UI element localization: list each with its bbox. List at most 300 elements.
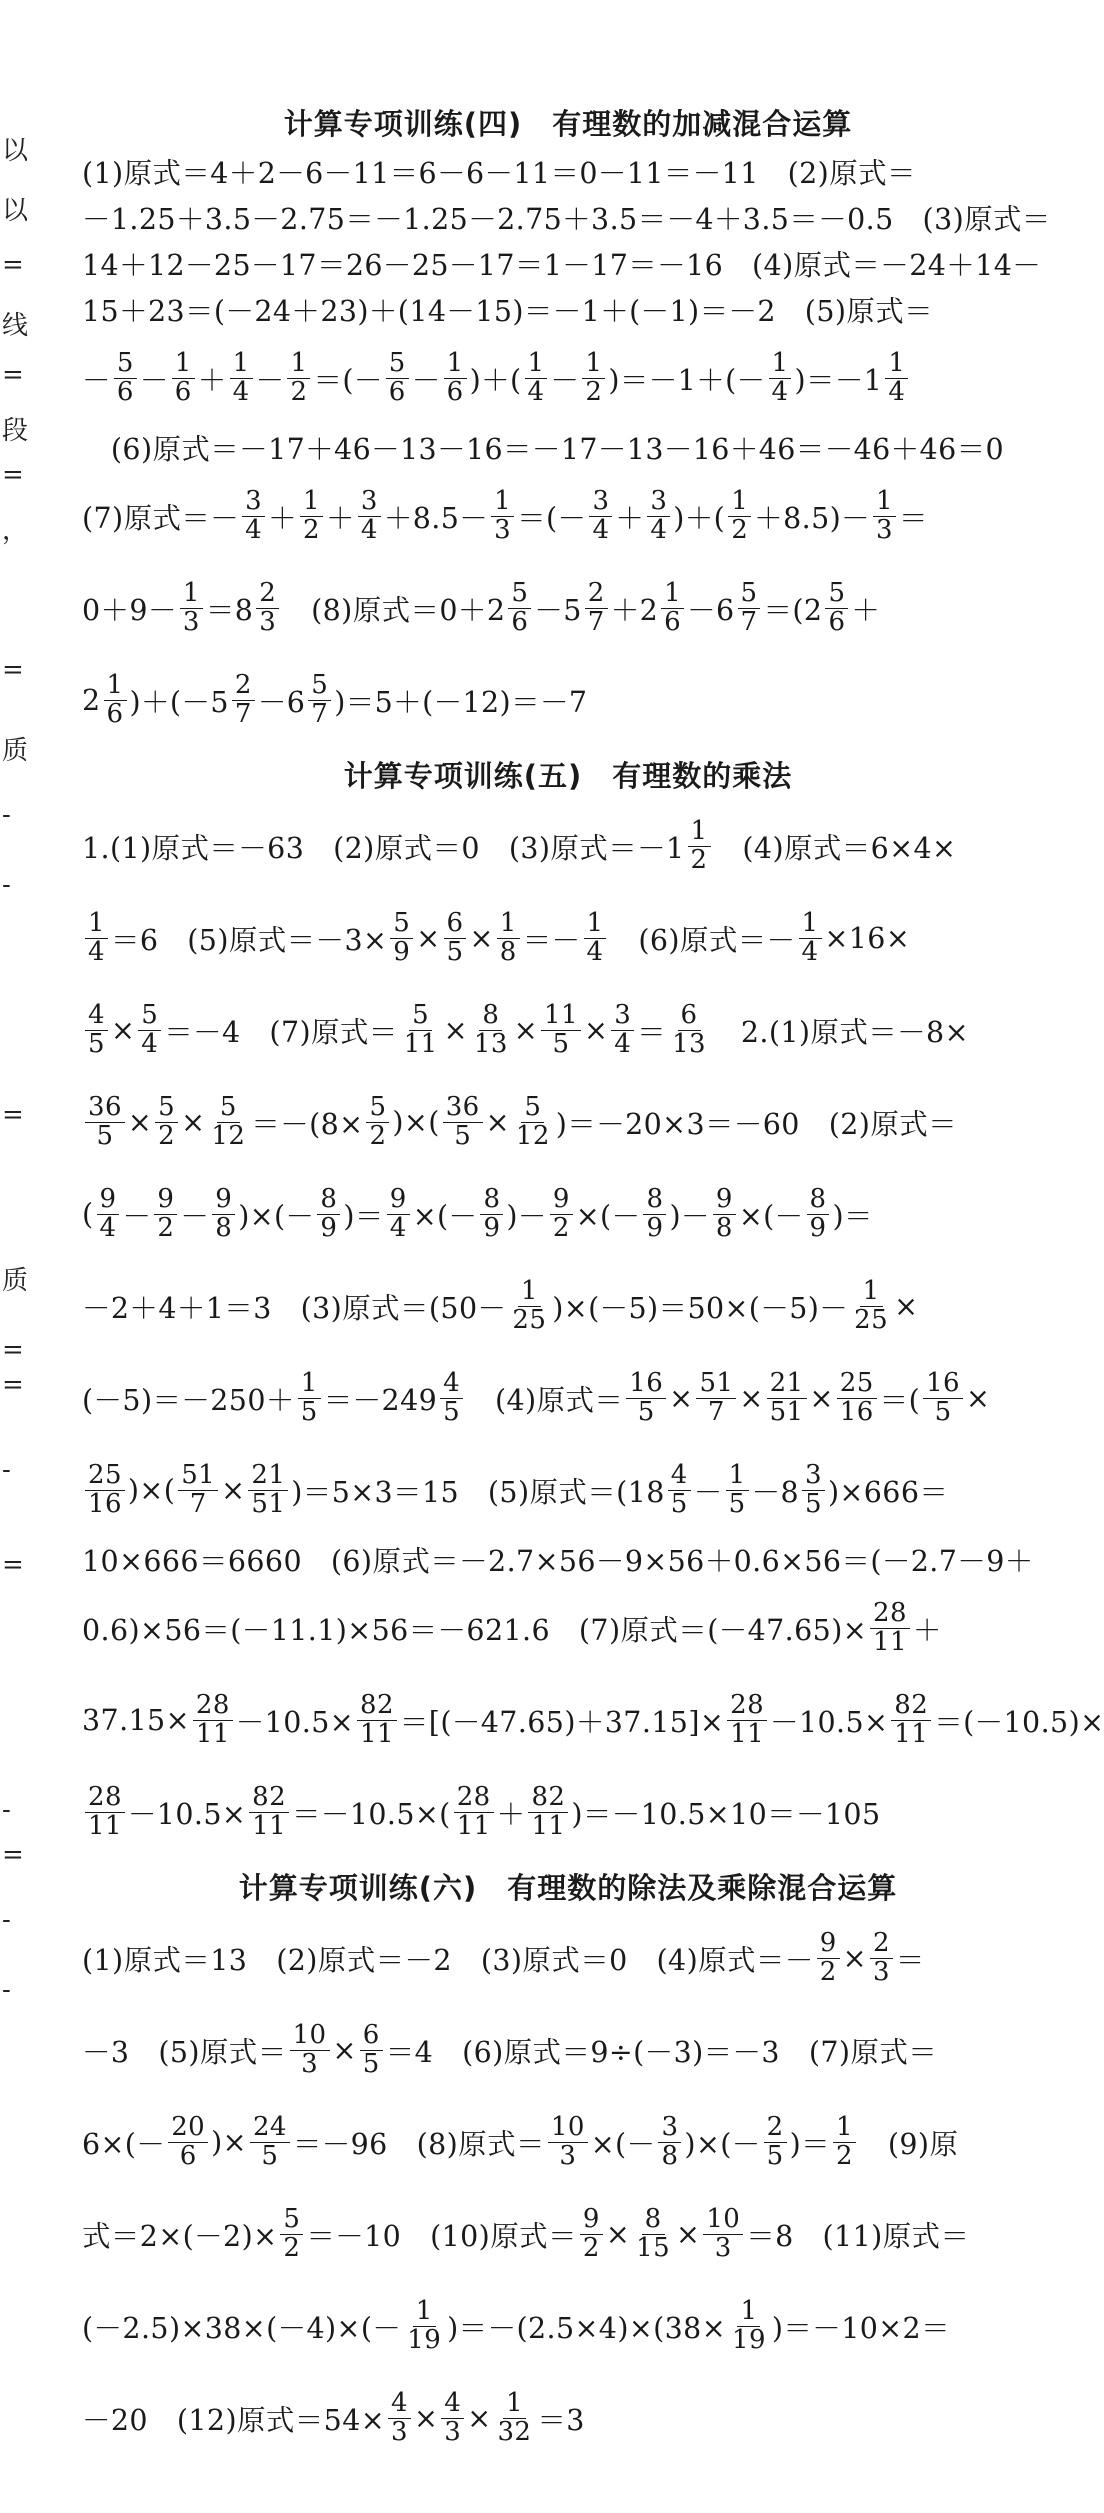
- answer-text: (1)原式＝4＋2－6－11＝6－6－11＝0－11＝－11 (2)原式＝: [82, 156, 916, 190]
- fraction: [388, 2390, 411, 2446]
- answer-text: )×: [211, 2125, 247, 2159]
- fraction-denominator: 7: [587, 606, 605, 637]
- answer-line: [82, 892, 1054, 984]
- fraction-numerator: 1: [503, 2390, 526, 2418]
- fraction-denominator: 7: [311, 698, 329, 729]
- answer-text: )＋(: [673, 501, 726, 535]
- fraction: [837, 1370, 877, 1426]
- answer-line: [82, 1766, 1054, 1858]
- answer-text: ＝3: [537, 2403, 585, 2437]
- answer-text: －10.5×: [235, 1705, 355, 1739]
- fraction: [696, 1370, 736, 1426]
- fraction-denominator: 5: [362, 2048, 380, 2079]
- fraction: [85, 1784, 125, 1840]
- fraction-numerator: 1: [860, 1278, 883, 1306]
- answer-text: ＝－4 (7)原式＝: [164, 1015, 398, 1049]
- answer-text: －: [122, 1199, 152, 1233]
- fraction-numerator: 3: [358, 488, 381, 516]
- fraction-numerator: 5: [366, 1094, 389, 1122]
- fraction-denominator: 11: [730, 1718, 765, 1749]
- fraction: [643, 1186, 666, 1242]
- margin-mark: 线: [2, 311, 29, 341]
- fraction-denominator: 5: [552, 1028, 570, 1059]
- answer-text: ×(－: [738, 1199, 804, 1233]
- fraction: [287, 350, 310, 406]
- fraction-numerator: 3: [802, 1462, 825, 1490]
- fraction-numerator: 82: [528, 1784, 568, 1812]
- answer-text: －10.5×: [127, 1797, 247, 1831]
- answer-text: 式＝2×(－2)×: [82, 2219, 278, 2253]
- answer-text: ×: [416, 921, 441, 955]
- fraction: [626, 1370, 666, 1426]
- fraction: [387, 1186, 410, 1242]
- answer-text: ＝(2: [763, 593, 823, 627]
- fraction: [366, 1094, 389, 1150]
- answer-text: ＝: [898, 501, 928, 535]
- fraction-numerator: 5: [114, 350, 137, 378]
- fraction: [513, 1094, 553, 1150]
- fraction: [290, 2022, 330, 2078]
- fraction-numerator: 8: [642, 2206, 665, 2234]
- answer-text: 0＋9－: [82, 593, 177, 627]
- answer-text: ×(－: [590, 2127, 656, 2161]
- fraction-denominator: 4: [650, 514, 668, 545]
- fraction-denominator: 5: [261, 2140, 279, 2171]
- answer-text: ×: [110, 1013, 136, 1047]
- fraction-numerator: 5: [308, 672, 331, 700]
- fraction: [440, 1370, 463, 1426]
- fraction: [728, 488, 751, 544]
- fraction: [647, 488, 670, 544]
- fraction: [298, 1370, 321, 1426]
- fraction-numerator: 9: [212, 1186, 235, 1214]
- fraction: [528, 1784, 568, 1840]
- fraction-numerator: 1: [799, 910, 822, 938]
- fraction: [923, 1370, 963, 1426]
- margin-mark: -: [2, 1455, 11, 1485]
- fraction-denominator: 5: [728, 1488, 746, 1519]
- answer-text: －5: [534, 593, 582, 627]
- answer-text: －: [693, 1475, 723, 1509]
- fraction: [358, 488, 381, 544]
- fraction: [97, 1186, 120, 1242]
- fraction-numerator: 1: [287, 350, 310, 378]
- fraction-denominator: 8: [661, 2140, 679, 2171]
- fraction-numerator: 1: [413, 2298, 436, 2326]
- fraction-denominator: 6: [446, 376, 464, 407]
- fraction: [727, 1692, 767, 1748]
- fraction: [738, 580, 761, 636]
- fraction: [873, 488, 896, 544]
- fraction: [317, 1186, 340, 1242]
- margin-mark: -: [2, 870, 11, 900]
- margin-mark: -: [2, 800, 11, 830]
- fraction-denominator: 12: [515, 1120, 550, 1151]
- section-title: 计算专项训练(五) 有理数的乘法: [343, 759, 793, 793]
- answer-text: －: [550, 363, 580, 397]
- answer-text: )×(－: [238, 1199, 315, 1233]
- answer-text: －8: [751, 1475, 800, 1509]
- fraction-denominator: 3: [876, 514, 893, 545]
- fraction-numerator: 28: [870, 1600, 910, 1628]
- fraction: [885, 350, 908, 406]
- fraction: [168, 2114, 208, 2170]
- fraction: [541, 1002, 581, 1058]
- fraction-denominator: 3: [182, 606, 200, 637]
- answer-text: ×: [443, 1013, 468, 1047]
- fraction-denominator: 11: [195, 1718, 230, 1749]
- fraction-denominator: 16: [839, 1396, 874, 1427]
- answer-text: )＝－1: [794, 363, 883, 397]
- fraction-denominator: 5: [934, 1396, 952, 1427]
- fraction-denominator: 7: [707, 1396, 725, 1427]
- fraction-numerator: 3: [242, 488, 265, 516]
- fraction-numerator: 8: [807, 1186, 830, 1214]
- fraction-numerator: 8: [479, 1002, 502, 1030]
- answer-text: －: [82, 363, 111, 397]
- answer-text: )＝－(2.5×4)×(38×: [447, 2311, 726, 2345]
- fraction-numerator: 28: [85, 1784, 125, 1812]
- fraction: [611, 1002, 634, 1058]
- answer-text: ＋: [851, 593, 881, 627]
- fraction-numerator: 3: [647, 488, 670, 516]
- fraction-denominator: 11: [873, 1626, 907, 1657]
- fraction-denominator: 51: [769, 1396, 804, 1427]
- fraction-denominator: 5: [454, 1120, 472, 1151]
- fraction: [585, 580, 608, 636]
- fraction-numerator: 9: [713, 1186, 736, 1214]
- fraction: [85, 1002, 108, 1058]
- fraction: [386, 350, 409, 406]
- fraction-numerator: 1: [582, 350, 605, 378]
- fraction-numerator: 25: [837, 1370, 877, 1398]
- fraction-denominator: 8: [499, 936, 517, 967]
- section-title: 计算专项训练(六) 有理数的除法及乘除混合运算: [238, 1871, 898, 1905]
- fraction-denominator: 6: [828, 606, 846, 637]
- answer-text: ＋: [268, 501, 298, 535]
- fraction: [212, 1186, 235, 1242]
- margin-mark: 以: [2, 196, 29, 226]
- fraction-numerator: 51: [178, 1462, 218, 1490]
- fraction-numerator: 5: [409, 1002, 432, 1030]
- answer-text: ×: [605, 2217, 631, 2251]
- margin-mark: =: [2, 460, 24, 490]
- answer-text: )＝－10×2＝: [771, 2311, 950, 2345]
- fraction: [357, 1692, 397, 1748]
- fraction-denominator: 7: [189, 1488, 207, 1519]
- fraction-numerator: 9: [154, 1186, 177, 1214]
- fraction: [891, 1692, 931, 1748]
- fraction-denominator: 19: [407, 2324, 442, 2355]
- fraction-denominator: 6: [106, 698, 124, 729]
- answer-text: ×: [842, 1941, 867, 1975]
- fraction-denominator: 9: [809, 1212, 827, 1243]
- fraction-denominator: 5: [96, 1120, 114, 1151]
- margin-mark: ，: [2, 516, 29, 546]
- fraction-numerator: 5: [138, 1002, 161, 1030]
- fraction-denominator: 11: [456, 1810, 491, 1841]
- fraction-numerator: 1: [85, 910, 108, 938]
- fraction-numerator: 36: [443, 1094, 483, 1122]
- fraction-denominator: 4: [801, 936, 819, 967]
- fraction: [669, 1002, 709, 1058]
- fraction-denominator: 4: [99, 1212, 117, 1243]
- fraction: [172, 350, 195, 406]
- answer-text: (9)原: [858, 2127, 959, 2161]
- fraction: [548, 2114, 588, 2170]
- fraction-numerator: 9: [580, 2206, 603, 2234]
- answer-text: ×: [413, 2401, 439, 2435]
- fraction-numerator: 1: [444, 350, 467, 378]
- fraction-numerator: 21: [767, 1370, 807, 1398]
- fraction-numerator: 2: [870, 1930, 893, 1958]
- fraction-numerator: 9: [550, 1186, 573, 1214]
- fraction-numerator: 6: [444, 910, 467, 938]
- fraction-denominator: 8: [215, 1212, 233, 1243]
- fraction-numerator: 2: [256, 580, 279, 608]
- fraction: [85, 1462, 125, 1518]
- fraction-denominator: 9: [483, 1212, 501, 1243]
- answer-text: －1.25＋3.5－2.75＝－1.25－2.75＋3.5＝－4＋3.5＝－0.5 (3)原式＝: [82, 202, 1051, 236]
- fraction-numerator: 5: [390, 910, 413, 938]
- fraction-denominator: 3: [301, 2048, 319, 2079]
- fraction-numerator: 1: [873, 488, 896, 516]
- answer-line: [82, 148, 1054, 194]
- answer-line: [82, 1674, 1104, 1766]
- margin-mark: -: [2, 1905, 11, 1935]
- fraction: [248, 1462, 288, 1518]
- answer-text: ＝8 (11)原式＝: [746, 2219, 970, 2253]
- answer-text: ×: [467, 2401, 492, 2435]
- margin-mark: 以: [2, 136, 29, 166]
- fraction: [799, 910, 822, 966]
- fraction-denominator: 4: [888, 376, 906, 407]
- fraction-numerator: 9: [387, 1186, 410, 1214]
- fraction-denominator: 6: [116, 376, 134, 407]
- answer-line: [82, 1076, 1054, 1168]
- answer-text: ×: [485, 1105, 510, 1139]
- fraction-denominator: 16: [88, 1488, 122, 1519]
- answer-text: 37.15×: [82, 1703, 190, 1737]
- fraction-denominator: 5: [805, 1488, 822, 1519]
- fraction: [769, 350, 792, 406]
- fraction-denominator: 4: [141, 1028, 159, 1059]
- answer-text: 15＋23＝(－24＋23)＋(14－15)＝－1＋(－1)＝－2 (5)原式＝: [82, 294, 934, 328]
- fraction-denominator: 5: [446, 936, 464, 967]
- fraction-denominator: 2: [731, 514, 749, 545]
- fraction-denominator: 2: [290, 376, 308, 407]
- fraction-denominator: 5: [766, 2140, 784, 2171]
- fraction-denominator: 2: [283, 2232, 301, 2263]
- answer-line: [82, 1912, 1054, 2004]
- fraction: [85, 910, 108, 966]
- fraction-denominator: 3: [872, 1956, 890, 1987]
- fraction-denominator: 5: [88, 1028, 105, 1059]
- fraction: [870, 1600, 910, 1656]
- answer-text: )＝5＋(－12)＝－7: [334, 685, 588, 719]
- answer-text: )×(: [392, 1105, 440, 1139]
- fraction-denominator: 11: [252, 1810, 287, 1841]
- fraction-numerator: 82: [357, 1692, 397, 1720]
- fraction: [256, 580, 279, 636]
- answer-text: 2: [82, 683, 101, 717]
- fraction: [851, 1278, 891, 1334]
- fraction: [230, 350, 253, 406]
- answer-text: (4)原式＝: [466, 1383, 624, 1417]
- fraction: [180, 580, 203, 636]
- fraction-denominator: 5: [300, 1396, 318, 1427]
- fraction: [582, 350, 605, 406]
- fraction-denominator: 11: [531, 1810, 566, 1841]
- fraction-denominator: 5: [637, 1396, 655, 1427]
- fraction: [802, 1462, 825, 1518]
- fraction: [360, 2022, 383, 2078]
- fraction-denominator: 11: [894, 1718, 929, 1749]
- margin-mark: =: [2, 1550, 24, 1580]
- fraction: [280, 2206, 303, 2262]
- fraction-numerator: 1: [726, 1462, 749, 1490]
- fraction-numerator: 10: [548, 2114, 588, 2142]
- fraction-numerator: 82: [249, 1784, 289, 1812]
- answer-line: [82, 2280, 1054, 2372]
- fraction-denominator: 2: [836, 2140, 853, 2171]
- fraction-numerator: 1: [525, 350, 548, 378]
- fraction-denominator: 2: [582, 2232, 600, 2263]
- answer-text: (－5)＝－250＋: [82, 1383, 295, 1417]
- fraction-denominator: 25: [854, 1304, 889, 1335]
- fraction: [441, 2390, 464, 2446]
- answer-text: ＝(: [879, 1383, 921, 1417]
- fraction: [85, 1094, 125, 1150]
- fraction-denominator: 9: [320, 1212, 338, 1243]
- fraction-denominator: 51: [251, 1488, 286, 1519]
- answer-text: (6)原式＝－: [609, 923, 796, 957]
- fraction-numerator: 9: [817, 1930, 840, 1958]
- fraction-numerator: 51: [696, 1370, 736, 1398]
- fraction-denominator: 9: [393, 936, 411, 967]
- fraction: [817, 1930, 840, 1986]
- fraction: [767, 1370, 807, 1426]
- fraction-denominator: 6: [388, 376, 406, 407]
- fraction-numerator: 1: [885, 350, 908, 378]
- fraction-numerator: 25: [85, 1462, 125, 1490]
- fraction-denominator: 3: [391, 2416, 408, 2447]
- answer-text: ×: [965, 1381, 991, 1415]
- fraction-numerator: 1: [172, 350, 195, 378]
- fraction-denominator: 5: [443, 1396, 461, 1427]
- answer-line: [82, 1352, 1054, 1444]
- fraction: [633, 2206, 673, 2262]
- answer-text: (1)原式＝13 (2)原式＝－2 (3)原式＝0 (4)原式＝－: [82, 1943, 814, 1977]
- fraction-denominator: 2: [369, 1120, 387, 1151]
- fraction-numerator: 82: [891, 1692, 931, 1720]
- fraction-denominator: 2: [157, 1212, 175, 1243]
- answer-text: ＋8.5－: [383, 501, 489, 535]
- fraction-numerator: 8: [317, 1186, 340, 1214]
- answer-line: [82, 1260, 1054, 1352]
- fraction: [729, 2298, 769, 2354]
- fraction-numerator: 5: [521, 1094, 544, 1122]
- fraction-numerator: 3: [658, 2114, 681, 2142]
- fraction-numerator: 1: [584, 910, 607, 938]
- answer-text: ×16×: [824, 921, 911, 955]
- answer-text: )＋(－5: [129, 685, 229, 719]
- fraction: [308, 672, 331, 728]
- fraction-numerator: 5: [217, 1094, 240, 1122]
- answer-text: (4)原式＝6×4×: [713, 831, 957, 865]
- margin-mark: -: [2, 1975, 11, 2005]
- fraction-numerator: 8: [643, 1186, 666, 1214]
- fraction-numerator: 5: [386, 350, 409, 378]
- fraction-numerator: 28: [454, 1784, 494, 1812]
- answer-line: [82, 470, 1054, 562]
- answer-text: ＝4 (6)原式＝9÷(－3)＝－3 (7)原式＝: [385, 2035, 938, 2069]
- fraction: [658, 2114, 681, 2170]
- answer-text: 6×(－: [82, 2127, 166, 2161]
- margin-mark: =: [2, 655, 24, 685]
- answer-text: －: [180, 1199, 210, 1233]
- fraction: [764, 2114, 787, 2170]
- fraction-numerator: 4: [388, 2390, 411, 2418]
- answer-text: ×: [583, 1013, 609, 1047]
- fraction: [444, 350, 467, 406]
- fraction-denominator: 2: [552, 1212, 570, 1243]
- answer-text: )×(: [127, 1473, 176, 1507]
- fraction-numerator: 6: [678, 1002, 701, 1030]
- answer-text: ＝: [637, 1015, 667, 1049]
- fraction: [104, 672, 127, 728]
- fraction: [580, 2206, 603, 2262]
- fraction-denominator: 13: [473, 1028, 508, 1059]
- answer-text: )－: [669, 1199, 710, 1233]
- fraction-denominator: 12: [211, 1120, 246, 1151]
- fraction: [509, 1278, 549, 1334]
- fraction-numerator: 1: [737, 2298, 760, 2326]
- fraction: [249, 1784, 289, 1840]
- margin-mark: 质: [2, 736, 29, 766]
- fraction-denominator: 2: [819, 1956, 837, 1987]
- answer-text: 10×666＝6660 (6)原式＝－2.7×56－9×56＋0.6×56＝(－2.7－9＋: [82, 1544, 1034, 1578]
- fraction: [480, 1186, 503, 1242]
- fraction-numerator: 1: [833, 2114, 856, 2142]
- fraction-numerator: 4: [85, 1002, 108, 1030]
- answer-text: －20 (12)原式＝54×: [82, 2403, 386, 2437]
- answer-text: －: [139, 363, 169, 397]
- answer-text: ＝－10.5×(: [292, 1797, 451, 1831]
- answer-text: ＋: [325, 501, 355, 535]
- answer-text: －: [255, 363, 285, 397]
- fraction-numerator: 36: [85, 1094, 125, 1122]
- answer-text: －6: [257, 685, 306, 719]
- fraction-numerator: 1: [180, 580, 203, 608]
- fraction-numerator: 1: [497, 910, 520, 938]
- fraction-numerator: 1: [300, 488, 323, 516]
- answer-text: ×: [513, 1013, 539, 1047]
- fraction: [508, 580, 531, 636]
- fraction-numerator: 10: [290, 2022, 330, 2050]
- answer-text: )＝－10.5×10＝－105: [571, 1797, 881, 1831]
- fraction-denominator: 4: [360, 514, 378, 545]
- answer-text: )＝: [343, 1199, 384, 1233]
- fraction: [497, 910, 520, 966]
- fraction-denominator: 3: [494, 514, 512, 545]
- answer-line: [82, 240, 1054, 286]
- answer-line: [82, 286, 1054, 332]
- fraction: [114, 350, 137, 406]
- fraction-numerator: 8: [480, 1186, 503, 1214]
- answer-line: [82, 562, 1054, 654]
- fraction: [401, 1002, 441, 1058]
